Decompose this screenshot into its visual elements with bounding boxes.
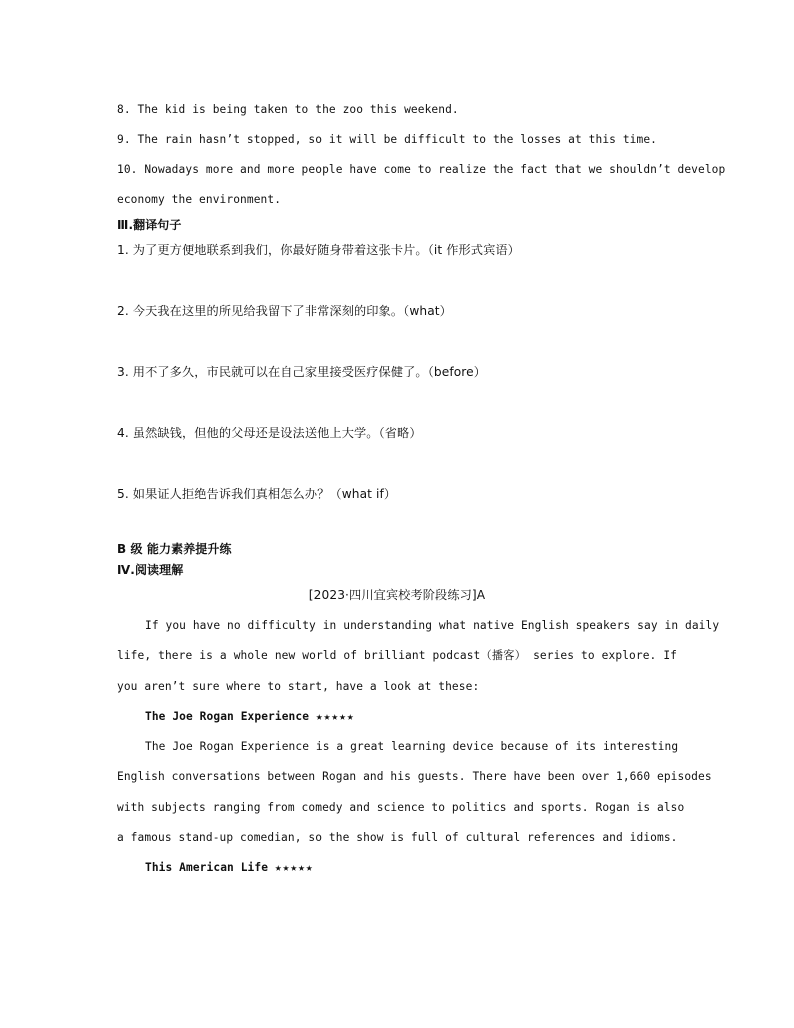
podcast-2-heading	[145, 861, 705, 875]
level-b-heading: B 级 能力素养提升练	[117, 542, 232, 556]
rating-stars-icon: ★★★★★	[274, 861, 314, 874]
section-3-heading: Ⅲ.翻译句子	[117, 218, 182, 232]
exercise-item-8: 8. The kid is being taken to the zoo this weekend.	[117, 103, 459, 116]
rating-stars-icon: ★★★★★	[315, 710, 355, 723]
exercise-item-10-line1: 10. Nowadays more and more people have come to realize the fact that we shouldn’t develop	[117, 163, 726, 176]
podcast-1-heading	[145, 710, 705, 724]
passage-source: [2023·四川宜宾校考阶段练习]A	[308, 588, 486, 602]
translation-item-4: 4. 虽然缺钱，但他的父母还是设法送他上大学。（省略）	[117, 426, 422, 440]
exercise-item-10-line2: economy the environment.	[117, 193, 282, 206]
intro-line-2: life, there is a whole new world of brilliant podcast（播客） series to explore. If	[117, 649, 677, 662]
translation-item-1: 1. 为了更方便地联系到我们，你最好随身带着这张卡片。（it 作形式宾语）	[117, 243, 520, 257]
podcast-1-line-3: with subjects ranging from comedy and science to politics and sports. Rogan is also	[117, 801, 685, 814]
translation-item-5: 5. 如果证人拒绝告诉我们真相怎么办？（what if）	[117, 487, 397, 501]
intro-line-1: If you have no difficulty in understanding what native English speakers say in daily	[145, 619, 720, 632]
translation-item-2: 2. 今天我在这里的所见给我留下了非常深刻的印象。（what）	[117, 304, 452, 318]
exercise-item-9: 9. The rain hasn’t stopped, so it will be difficult to the losses at this time.	[117, 133, 657, 146]
section-4-heading: Ⅳ.阅读理解	[117, 563, 184, 577]
translation-item-3: 3. 用不了多久，市民就可以在自己家里接受医疗保健了。（before）	[117, 365, 486, 379]
podcast-1-line-1: The Joe Rogan Experience is a great learning device because of its interesting	[145, 740, 679, 753]
intro-line-3: you aren’t sure where to start, have a look at these:	[117, 680, 480, 693]
podcast-1-line-2: English conversations between Rogan and his guests. There have been over 1,660 episodes	[117, 770, 712, 783]
podcast-1-title: The Joe Rogan Experience	[145, 710, 310, 723]
podcast-2-title: This American Life	[145, 861, 269, 874]
podcast-1-line-4: a famous stand-up comedian, so the show is full of cultural references and idioms.	[117, 831, 678, 844]
